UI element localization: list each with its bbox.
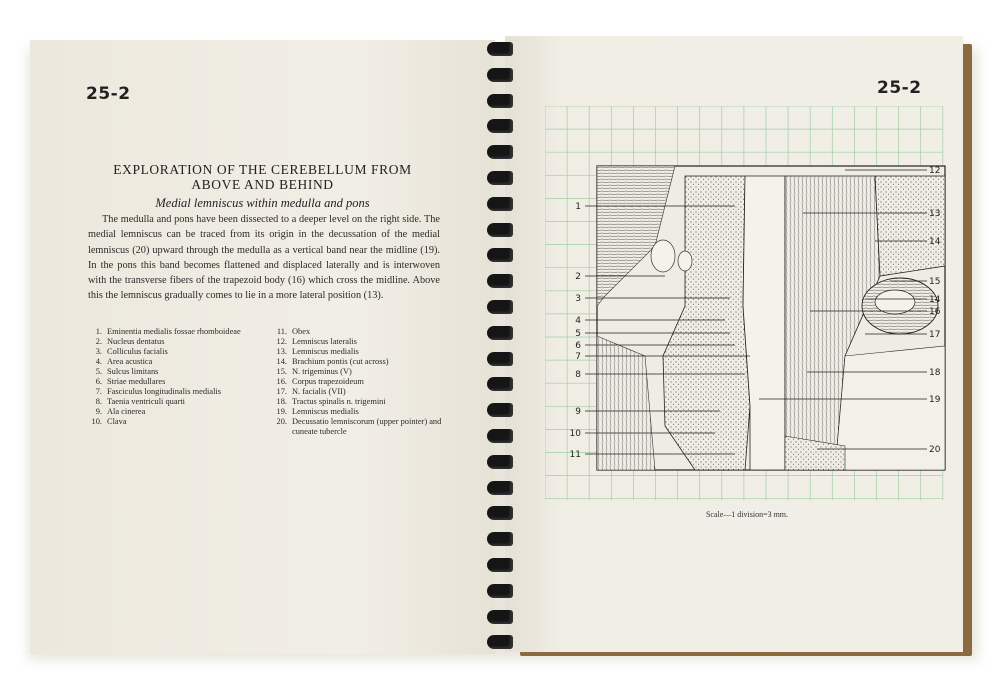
legend-item [273,327,443,337]
binding-ring [487,223,513,237]
figure-label: 16 [929,307,941,317]
legend-label: Ala cinerea [107,407,146,416]
legend-item [273,397,443,407]
legend-number: 7. [95,387,102,396]
title-line-2: ABOVE AND BEHIND [191,177,334,192]
figure-label: 8 [575,370,581,380]
binding-ring [487,455,513,469]
binding-ring [487,145,513,159]
legend-item [88,387,258,397]
figure-label: 3 [575,294,581,304]
left-page [30,40,495,654]
page-number-left: 25-2 [86,84,131,104]
legend-number: 16. [276,377,287,386]
legend-number: 19. [276,407,287,416]
legend-number: 9. [95,407,102,416]
legend-item [273,337,443,347]
binding-ring [487,197,513,211]
binding-ring [487,94,513,108]
legend-item [88,337,258,347]
legend-item [88,347,258,357]
legend-number: 12. [276,337,287,346]
legend-label: Corpus trapezoideum [292,377,364,386]
legend-label: Sulcus limitans [107,367,159,376]
figure-label: 1 [575,202,581,212]
legend-number: 10. [91,417,102,426]
legend-label: N. trigeminus (V) [292,367,352,376]
legend-label: Area acustica [107,357,153,366]
binding-ring [487,300,513,314]
dissection-drawing [597,166,945,470]
legend-item [88,397,258,407]
binding-ring [487,532,513,546]
binding-ring [487,352,513,366]
legend-label: Colliculus facialis [107,347,168,356]
legend-label: Clava [107,417,127,426]
figure-caption: Scale—1 division=3 mm. [705,510,789,519]
figure-label: 7 [575,352,581,362]
legend-number: 6. [95,377,102,386]
page-subtitle: Medial lemniscus within medulla and pons [155,196,370,210]
anatomical-figure [545,106,949,500]
legend-item [88,417,258,427]
legend-item [88,377,258,387]
figure-label: 4 [575,316,581,326]
legend-label: Nucleus dentatus [107,337,165,346]
legend-item [273,377,443,387]
legend-item [88,357,258,367]
legend-item [88,407,258,417]
legend-label: Fasciculus longitudinalis medialis [107,387,221,396]
figure-label: 18 [929,368,941,378]
binding-ring [487,584,513,598]
legend-item [273,347,443,357]
binding-ring [487,610,513,624]
legend-column-1 [88,327,258,427]
binding-ring [487,171,513,185]
figure-label: 14 [929,237,941,247]
legend-number: 15. [276,367,287,376]
legend-item [273,357,443,367]
figure-label: 13 [929,209,941,219]
binding-ring [487,403,513,417]
legend-number: 8. [95,397,102,406]
legend-number: 1. [95,327,102,336]
legend-label: N. facialis (VII) [292,387,346,396]
legend-number: 18. [276,397,287,406]
binding-ring [487,377,513,391]
title-line-1: EXPLORATION OF THE CEREBELLUM FROM [113,162,412,177]
legend-number: 3. [95,347,102,356]
legend-label: Decussatio lemniscorum (upper pointer) and cuneate tubercle [292,417,442,436]
figure-label: 20 [929,445,941,455]
figure-label: 17 [929,330,941,340]
legend-label: Tractus spinalis n. trigemini [292,397,386,406]
legend-label: Obex [292,327,311,336]
binding-ring [487,68,513,82]
figure-label: 12 [929,166,941,176]
legend-number: 14. [276,357,287,366]
legend-item [273,367,443,377]
legend-label: Lemniscus lateralis [292,337,357,346]
legend-label: Lemniscus medialis [292,407,359,416]
legend-item [273,417,443,437]
figure-label: 2 [575,272,581,282]
legend-item [273,407,443,417]
figure-label: 5 [575,329,581,339]
legend-number: 5. [95,367,102,376]
figure-label: 14 [929,295,941,305]
figure-label: 10 [569,429,581,439]
binding-ring [487,635,513,649]
legend-item [273,387,443,397]
binding-ring [487,506,513,520]
legend-number: 20. [276,417,287,426]
legend-label: Lemniscus medialis [292,347,359,356]
legend-number: 13. [276,347,287,356]
body-paragraph: The medulla and pons have been dissected to a deeper level on the right side. The medial lemniscus can be traced from its origin in the decussation of the medial lemniscus (20) upward through the medulla as a vertical band near the midline (19). In the pons this band becomes flattened and displaced laterally and is interwoven with the transverse fibers of the trapezoid body (16) which cross the midline. Above this the lemniscus gradually comes to lie in a more lateral position (13). [88,214,440,302]
legend-number: 2. [95,337,102,346]
binding-ring [487,119,513,133]
right-page [505,36,963,652]
legend-item [88,367,258,377]
legend-label: Brachium pontis (cut across) [292,357,389,366]
binding-ring [487,248,513,262]
legend-column-2 [273,327,443,437]
figure-label: 19 [929,395,941,405]
left-labels [570,202,582,460]
legend-number: 4. [95,357,102,366]
binding-ring [487,326,513,340]
legend-number: 17. [276,387,287,396]
page-number-right: 25-2 [877,78,922,98]
binding-ring [487,274,513,288]
legend-number: 11. [276,327,287,336]
figure-label: 11 [569,450,581,460]
legend-item [88,327,258,337]
figure-label: 15 [929,277,941,287]
binding-ring [487,481,513,495]
legend-label: Taenia ventriculi quarti [107,397,186,406]
binding-ring [487,429,513,443]
binding-ring [487,42,513,56]
legend-label: Eminentia medialis fossae rhomboideae [107,327,241,336]
legend-label: Striae medullares [107,377,166,386]
page-title [90,162,435,192]
figure-label: 6 [575,341,581,351]
figure-label: 9 [575,407,581,417]
binding-ring [487,558,513,572]
spiral-binding [487,36,513,656]
